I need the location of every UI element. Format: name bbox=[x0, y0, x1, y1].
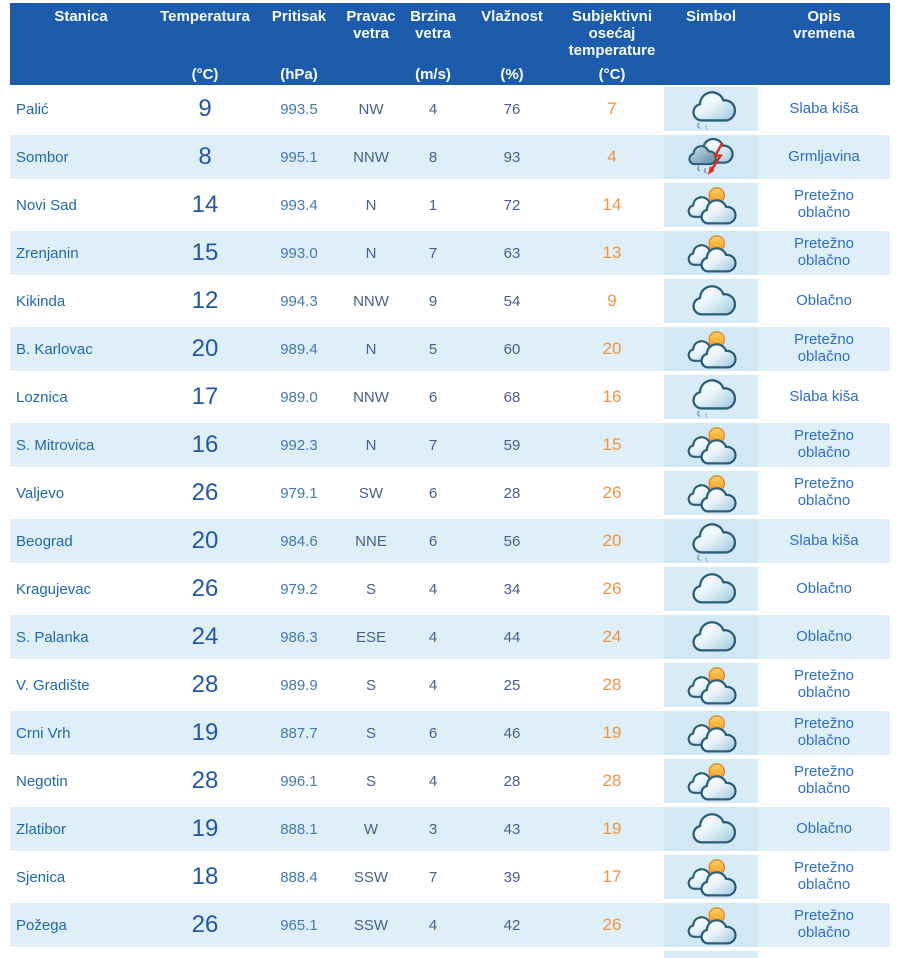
feels-like-cell: 16 bbox=[560, 373, 664, 421]
column-header-description bbox=[758, 3, 890, 85]
table-row bbox=[10, 901, 890, 949]
weather-symbol-cell bbox=[664, 277, 758, 325]
station-cell: Palić bbox=[10, 85, 152, 133]
weather-symbol-cell bbox=[664, 613, 758, 661]
humidity-cell: 43 bbox=[464, 805, 560, 853]
temperature-cell: 26 bbox=[152, 469, 258, 517]
weather-description-text: Pretežno oblačno bbox=[793, 235, 855, 269]
weather-symbol-cell bbox=[664, 709, 758, 757]
table-body bbox=[10, 85, 890, 958]
weather-description-text: Pretežno oblačno bbox=[793, 331, 855, 365]
weather-description-text: Oblačno bbox=[796, 627, 852, 645]
station-cell: V. Gradište bbox=[10, 661, 152, 709]
station-cell: Novi Sad bbox=[10, 181, 152, 229]
weather-description-text: Pretežno oblačno bbox=[793, 427, 855, 461]
table-row bbox=[10, 325, 890, 373]
partial-cell bbox=[402, 949, 464, 958]
weather-description-text: Slaba kiša bbox=[789, 99, 859, 117]
temperature-cell: 15 bbox=[152, 229, 258, 277]
pressure-cell: 989.4 bbox=[258, 325, 340, 373]
table-row bbox=[10, 469, 890, 517]
feels-like-cell: 7 bbox=[560, 85, 664, 133]
weather-description-text: Slaba kiša bbox=[789, 387, 859, 405]
wind-direction-cell: N bbox=[340, 421, 402, 469]
humidity-cell: 63 bbox=[464, 229, 560, 277]
pressure-cell: 979.1 bbox=[258, 469, 340, 517]
partly-cloudy-icon bbox=[684, 472, 738, 514]
station-cell: Kragujevac bbox=[10, 565, 152, 613]
weather-description-cell bbox=[758, 85, 890, 133]
humidity-cell: 39 bbox=[464, 853, 560, 901]
temperature-cell: 16 bbox=[152, 421, 258, 469]
partial-cell bbox=[258, 949, 340, 958]
weather-symbol-cell bbox=[664, 661, 758, 709]
wind-speed-cell: 4 bbox=[402, 757, 464, 805]
temperature-cell: 9 bbox=[152, 85, 258, 133]
column-header-pressure bbox=[258, 3, 340, 85]
station-cell: Kikinda bbox=[10, 277, 152, 325]
table-row bbox=[10, 853, 890, 901]
feels-like-cell: 28 bbox=[560, 757, 664, 805]
weather-table bbox=[10, 3, 890, 958]
partly-cloudy-icon bbox=[684, 760, 738, 802]
weather-symbol-cell bbox=[664, 565, 758, 613]
wind-speed-cell: 7 bbox=[402, 421, 464, 469]
feels-like-cell: 19 bbox=[560, 709, 664, 757]
cloudy-icon bbox=[684, 808, 738, 850]
light-rain-icon bbox=[684, 520, 738, 562]
wind-speed-cell: 6 bbox=[402, 469, 464, 517]
cloudy-icon bbox=[684, 280, 738, 322]
wind-direction-cell: N bbox=[340, 229, 402, 277]
weather-description-text: Oblačno bbox=[796, 291, 852, 309]
partly-cloudy-icon bbox=[684, 184, 738, 226]
column-unit: (m/s) bbox=[415, 66, 451, 83]
weather-description-text: Grmljavina bbox=[788, 147, 860, 165]
humidity-cell: 44 bbox=[464, 613, 560, 661]
table-row bbox=[10, 277, 890, 325]
weather-description-text: Oblačno bbox=[796, 819, 852, 837]
wind-speed-cell: 8 bbox=[402, 133, 464, 181]
station-cell: Zlatibor bbox=[10, 805, 152, 853]
partial-cell bbox=[560, 949, 664, 958]
wind-speed-cell: 6 bbox=[402, 517, 464, 565]
pressure-cell: 996.1 bbox=[258, 757, 340, 805]
station-cell: Sjenica bbox=[10, 853, 152, 901]
humidity-cell: 28 bbox=[464, 757, 560, 805]
station-cell: Loznica bbox=[10, 373, 152, 421]
humidity-cell: 54 bbox=[464, 277, 560, 325]
weather-description-cell bbox=[758, 709, 890, 757]
pressure-cell: 995.1 bbox=[258, 133, 340, 181]
wind-speed-cell: 4 bbox=[402, 565, 464, 613]
wind-direction-cell: NNW bbox=[340, 133, 402, 181]
humidity-cell: 28 bbox=[464, 469, 560, 517]
column-label: Pritisak bbox=[271, 8, 327, 25]
table-header bbox=[10, 3, 890, 85]
wind-speed-cell: 7 bbox=[402, 229, 464, 277]
weather-description-cell bbox=[758, 661, 890, 709]
weather-description-cell bbox=[758, 373, 890, 421]
table-row bbox=[10, 757, 890, 805]
temperature-cell: 18 bbox=[152, 853, 258, 901]
wind-direction-cell: NNE bbox=[340, 517, 402, 565]
weather-symbol-cell bbox=[664, 421, 758, 469]
feels-like-cell: 15 bbox=[560, 421, 664, 469]
pressure-cell: 993.0 bbox=[258, 229, 340, 277]
wind-direction-cell: SSW bbox=[340, 901, 402, 949]
weather-description-cell bbox=[758, 613, 890, 661]
table-row bbox=[10, 181, 890, 229]
wind-speed-cell: 6 bbox=[402, 373, 464, 421]
weather-symbol-cell bbox=[664, 325, 758, 373]
temperature-cell: 24 bbox=[152, 613, 258, 661]
column-header-humidity bbox=[464, 3, 560, 85]
table-row bbox=[10, 85, 890, 133]
humidity-cell: 25 bbox=[464, 661, 560, 709]
wind-speed-cell: 5 bbox=[402, 325, 464, 373]
feels-like-cell: 13 bbox=[560, 229, 664, 277]
station-cell: Crni Vrh bbox=[10, 709, 152, 757]
partial-cell bbox=[340, 949, 402, 958]
light-rain-icon bbox=[684, 376, 738, 418]
pressure-cell: 992.3 bbox=[258, 421, 340, 469]
humidity-cell: 34 bbox=[464, 565, 560, 613]
humidity-cell: 46 bbox=[464, 709, 560, 757]
partial-next-row bbox=[10, 949, 890, 958]
weather-description-cell bbox=[758, 901, 890, 949]
partial-cell bbox=[464, 949, 560, 958]
weather-symbol-cell bbox=[664, 469, 758, 517]
column-label: Brzina vetra bbox=[410, 8, 456, 42]
weather-symbol-cell bbox=[664, 517, 758, 565]
station-cell: Požega bbox=[10, 901, 152, 949]
pressure-cell: 993.5 bbox=[258, 85, 340, 133]
wind-direction-cell: S bbox=[340, 709, 402, 757]
column-header-feels_like bbox=[560, 3, 664, 85]
partly-cloudy-icon bbox=[684, 424, 738, 466]
humidity-cell: 42 bbox=[464, 901, 560, 949]
weather-description-cell bbox=[758, 421, 890, 469]
table-row bbox=[10, 709, 890, 757]
weather-description-text: Pretežno oblačno bbox=[793, 667, 855, 701]
temperature-cell: 20 bbox=[152, 325, 258, 373]
temperature-cell: 14 bbox=[152, 181, 258, 229]
partial-cell bbox=[10, 949, 152, 958]
pressure-cell: 993.4 bbox=[258, 181, 340, 229]
humidity-cell: 59 bbox=[464, 421, 560, 469]
station-cell: Sombor bbox=[10, 133, 152, 181]
station-cell: Beograd bbox=[10, 517, 152, 565]
station-cell: Zrenjanin bbox=[10, 229, 152, 277]
weather-description-cell bbox=[758, 133, 890, 181]
partial-cell bbox=[664, 949, 758, 958]
weather-symbol-cell bbox=[664, 805, 758, 853]
wind-direction-cell: ESE bbox=[340, 613, 402, 661]
humidity-cell: 76 bbox=[464, 85, 560, 133]
column-label: Subjektivni osećaj temperature bbox=[568, 8, 656, 59]
column-label: Simbol bbox=[685, 8, 736, 25]
weather-symbol-cell bbox=[664, 901, 758, 949]
feels-like-cell: 28 bbox=[560, 661, 664, 709]
table-row bbox=[10, 133, 890, 181]
wind-direction-cell: N bbox=[340, 325, 402, 373]
table-row bbox=[10, 805, 890, 853]
partly-cloudy-icon bbox=[684, 328, 738, 370]
weather-description-cell bbox=[758, 853, 890, 901]
column-header-station bbox=[10, 3, 152, 85]
temperature-cell: 26 bbox=[152, 901, 258, 949]
table-row bbox=[10, 661, 890, 709]
humidity-cell: 72 bbox=[464, 181, 560, 229]
header-row bbox=[10, 3, 890, 85]
temperature-cell: 28 bbox=[152, 757, 258, 805]
temperature-cell: 8 bbox=[152, 133, 258, 181]
wind-speed-cell: 4 bbox=[402, 661, 464, 709]
wind-direction-cell: S bbox=[340, 565, 402, 613]
pressure-cell: 989.9 bbox=[258, 661, 340, 709]
weather-description-cell bbox=[758, 757, 890, 805]
weather-symbol-cell bbox=[664, 853, 758, 901]
partly-cloudy-icon bbox=[684, 712, 738, 754]
humidity-cell: 56 bbox=[464, 517, 560, 565]
weather-symbol-cell bbox=[664, 181, 758, 229]
pressure-cell: 979.2 bbox=[258, 565, 340, 613]
weather-description-text: Oblačno bbox=[796, 579, 852, 597]
feels-like-cell: 26 bbox=[560, 901, 664, 949]
weather-description-text: Pretežno oblačno bbox=[793, 859, 855, 893]
weather-description-text: Pretežno oblačno bbox=[793, 907, 855, 941]
column-unit: (°C) bbox=[598, 66, 626, 83]
table-row bbox=[10, 421, 890, 469]
wind-speed-cell: 6 bbox=[402, 709, 464, 757]
pressure-cell: 888.1 bbox=[258, 805, 340, 853]
weather-description-text: Pretežno oblačno bbox=[793, 715, 855, 749]
column-label: Opis vremena bbox=[793, 8, 855, 42]
temperature-cell: 28 bbox=[152, 661, 258, 709]
column-label: Temperatura bbox=[160, 8, 250, 25]
pressure-cell: 984.6 bbox=[258, 517, 340, 565]
table-row bbox=[10, 517, 890, 565]
light-rain-icon bbox=[684, 88, 738, 130]
column-header-wind_direction bbox=[340, 3, 402, 85]
temperature-cell: 19 bbox=[152, 709, 258, 757]
column-unit: (°C) bbox=[191, 66, 219, 83]
pressure-cell: 965.1 bbox=[258, 901, 340, 949]
partial-cell bbox=[152, 949, 258, 958]
humidity-cell: 60 bbox=[464, 325, 560, 373]
wind-speed-cell: 1 bbox=[402, 181, 464, 229]
column-label: Pravac vetra bbox=[346, 8, 396, 42]
weather-description-text: Pretežno oblačno bbox=[793, 763, 855, 797]
feels-like-cell: 19 bbox=[560, 805, 664, 853]
weather-symbol-cell bbox=[664, 373, 758, 421]
weather-symbol-cell bbox=[664, 229, 758, 277]
pressure-cell: 888.4 bbox=[258, 853, 340, 901]
wind-direction-cell: S bbox=[340, 661, 402, 709]
weather-description-cell bbox=[758, 565, 890, 613]
feels-like-cell: 20 bbox=[560, 325, 664, 373]
wind-direction-cell: N bbox=[340, 181, 402, 229]
wind-speed-cell: 3 bbox=[402, 805, 464, 853]
column-unit: (%) bbox=[500, 66, 524, 83]
cloudy-icon bbox=[684, 568, 738, 610]
feels-like-cell: 4 bbox=[560, 133, 664, 181]
column-label: Vlažnost bbox=[481, 8, 543, 25]
station-cell: S. Palanka bbox=[10, 613, 152, 661]
column-unit: (hPa) bbox=[280, 66, 318, 83]
humidity-cell: 93 bbox=[464, 133, 560, 181]
temperature-cell: 19 bbox=[152, 805, 258, 853]
wind-direction-cell: W bbox=[340, 805, 402, 853]
humidity-cell: 68 bbox=[464, 373, 560, 421]
wind-direction-cell: NW bbox=[340, 85, 402, 133]
wind-speed-cell: 4 bbox=[402, 901, 464, 949]
table-row bbox=[10, 565, 890, 613]
table-row bbox=[10, 229, 890, 277]
partial-cell bbox=[758, 949, 890, 958]
wind-direction-cell: S bbox=[340, 757, 402, 805]
partly-cloudy-icon bbox=[684, 232, 738, 274]
weather-description-text: Pretežno oblačno bbox=[793, 475, 855, 509]
feels-like-cell: 26 bbox=[560, 565, 664, 613]
feels-like-cell: 20 bbox=[560, 517, 664, 565]
weather-description-cell bbox=[758, 805, 890, 853]
feels-like-cell: 26 bbox=[560, 469, 664, 517]
weather-symbol-cell bbox=[664, 85, 758, 133]
weather-description-cell bbox=[758, 277, 890, 325]
wind-direction-cell: NNW bbox=[340, 277, 402, 325]
temperature-cell: 12 bbox=[152, 277, 258, 325]
weather-description-text: Pretežno oblačno bbox=[793, 187, 855, 221]
temperature-cell: 20 bbox=[152, 517, 258, 565]
column-header-wind_speed bbox=[402, 3, 464, 85]
wind-speed-cell: 4 bbox=[402, 613, 464, 661]
wind-speed-cell: 7 bbox=[402, 853, 464, 901]
partly-cloudy-icon bbox=[684, 904, 738, 946]
thunderstorm-icon bbox=[684, 136, 738, 178]
feels-like-cell: 14 bbox=[560, 181, 664, 229]
pressure-cell: 989.0 bbox=[258, 373, 340, 421]
feels-like-cell: 9 bbox=[560, 277, 664, 325]
column-header-symbol bbox=[664, 3, 758, 85]
station-cell: B. Karlovac bbox=[10, 325, 152, 373]
wind-speed-cell: 4 bbox=[402, 85, 464, 133]
weather-description-text: Slaba kiša bbox=[789, 531, 859, 549]
weather-description-cell bbox=[758, 517, 890, 565]
table-row bbox=[10, 373, 890, 421]
cloudy-icon bbox=[684, 616, 738, 658]
weather-symbol-cell bbox=[664, 133, 758, 181]
column-header-temperature bbox=[152, 3, 258, 85]
table-row bbox=[10, 613, 890, 661]
weather-description-cell bbox=[758, 229, 890, 277]
wind-direction-cell: SSW bbox=[340, 853, 402, 901]
weather-symbol-cell bbox=[664, 757, 758, 805]
weather-description-cell bbox=[758, 181, 890, 229]
wind-direction-cell: SW bbox=[340, 469, 402, 517]
weather-description-cell bbox=[758, 469, 890, 517]
wind-speed-cell: 9 bbox=[402, 277, 464, 325]
pressure-cell: 986.3 bbox=[258, 613, 340, 661]
weather-description-cell bbox=[758, 325, 890, 373]
partly-cloudy-icon bbox=[684, 856, 738, 898]
station-cell: S. Mitrovica bbox=[10, 421, 152, 469]
wind-direction-cell: NNW bbox=[340, 373, 402, 421]
pressure-cell: 994.3 bbox=[258, 277, 340, 325]
station-cell: Negotin bbox=[10, 757, 152, 805]
partly-cloudy-icon bbox=[684, 664, 738, 706]
station-cell: Valjevo bbox=[10, 469, 152, 517]
temperature-cell: 26 bbox=[152, 565, 258, 613]
feels-like-cell: 17 bbox=[560, 853, 664, 901]
feels-like-cell: 24 bbox=[560, 613, 664, 661]
pressure-cell: 887.7 bbox=[258, 709, 340, 757]
temperature-cell: 17 bbox=[152, 373, 258, 421]
column-label: Stanica bbox=[54, 8, 108, 25]
